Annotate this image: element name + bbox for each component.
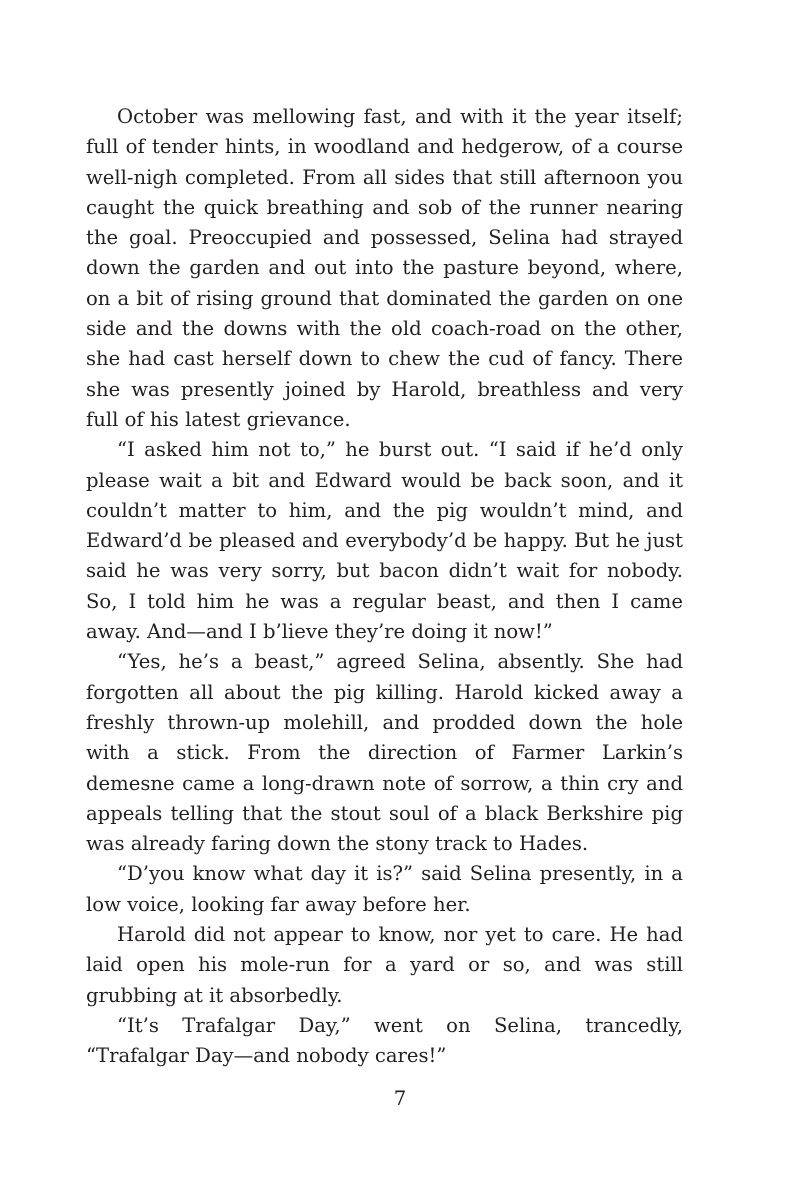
paragraph-4: “D’you know what day it is?” said Selina presently, in a low voice, looking far away before her. (86, 862, 683, 916)
paragraph-5: Harold did not appear to know, nor yet to care. He had laid open his mole-run for a yard or so, and was still grubbing at it absorbedly. (86, 923, 683, 1007)
page-number: 7 (393, 1087, 407, 1110)
paragraph-2: “I asked him not to,” he burst out. “I said if he’d only please wait a bit and Edward would be back soon, and it couldn’t matter to him, and the pig wouldn’t mind, and Edward’d be pleased and everybody’d be happy. But he just said he was very sorry, but bacon didn’t wait for nobody. So, I told him he was a regular beast, and then I came away. And—and I b’lieve they’re doing it now!” (86, 438, 683, 644)
paragraph-3: “Yes, he’s a beast,” agreed Selina, absently. She had forgotten all about the pig killing. Harold kicked away a freshly thrown-up molehill, and prodded down the hole with a stick. From the direction of Farmer Larkin’s demesne came a long-drawn note of sorrow, a thin cry and appeals telling that the stout soul of a black Berkshire pig was already faring down the stony track to Hades. (86, 650, 683, 856)
book-page-text (86, 102, 683, 1072)
paragraph-1: October was mellowing fast, and with it the year itself; full of tender hints, in woodland and hedgerow, of a course well-nigh completed. From all sides that still afternoon you caught the quick breathing and sob of the runner nearing the goal. Preoccupied and possessed, Selina had strayed down the garden and out into the pasture beyond, where, on a bit of rising ground that dominated the garden on one side and the downs with the old coach-road on the other, she had cast herself down to chew the cud of fancy. There she was presently joined by Harold, breathless and very full of his latest grievance. (86, 105, 683, 431)
paragraph-6: “It’s Trafalgar Day,” went on Selina, trancedly, “Trafalgar Day—and nobody cares!” (86, 1013, 683, 1068)
